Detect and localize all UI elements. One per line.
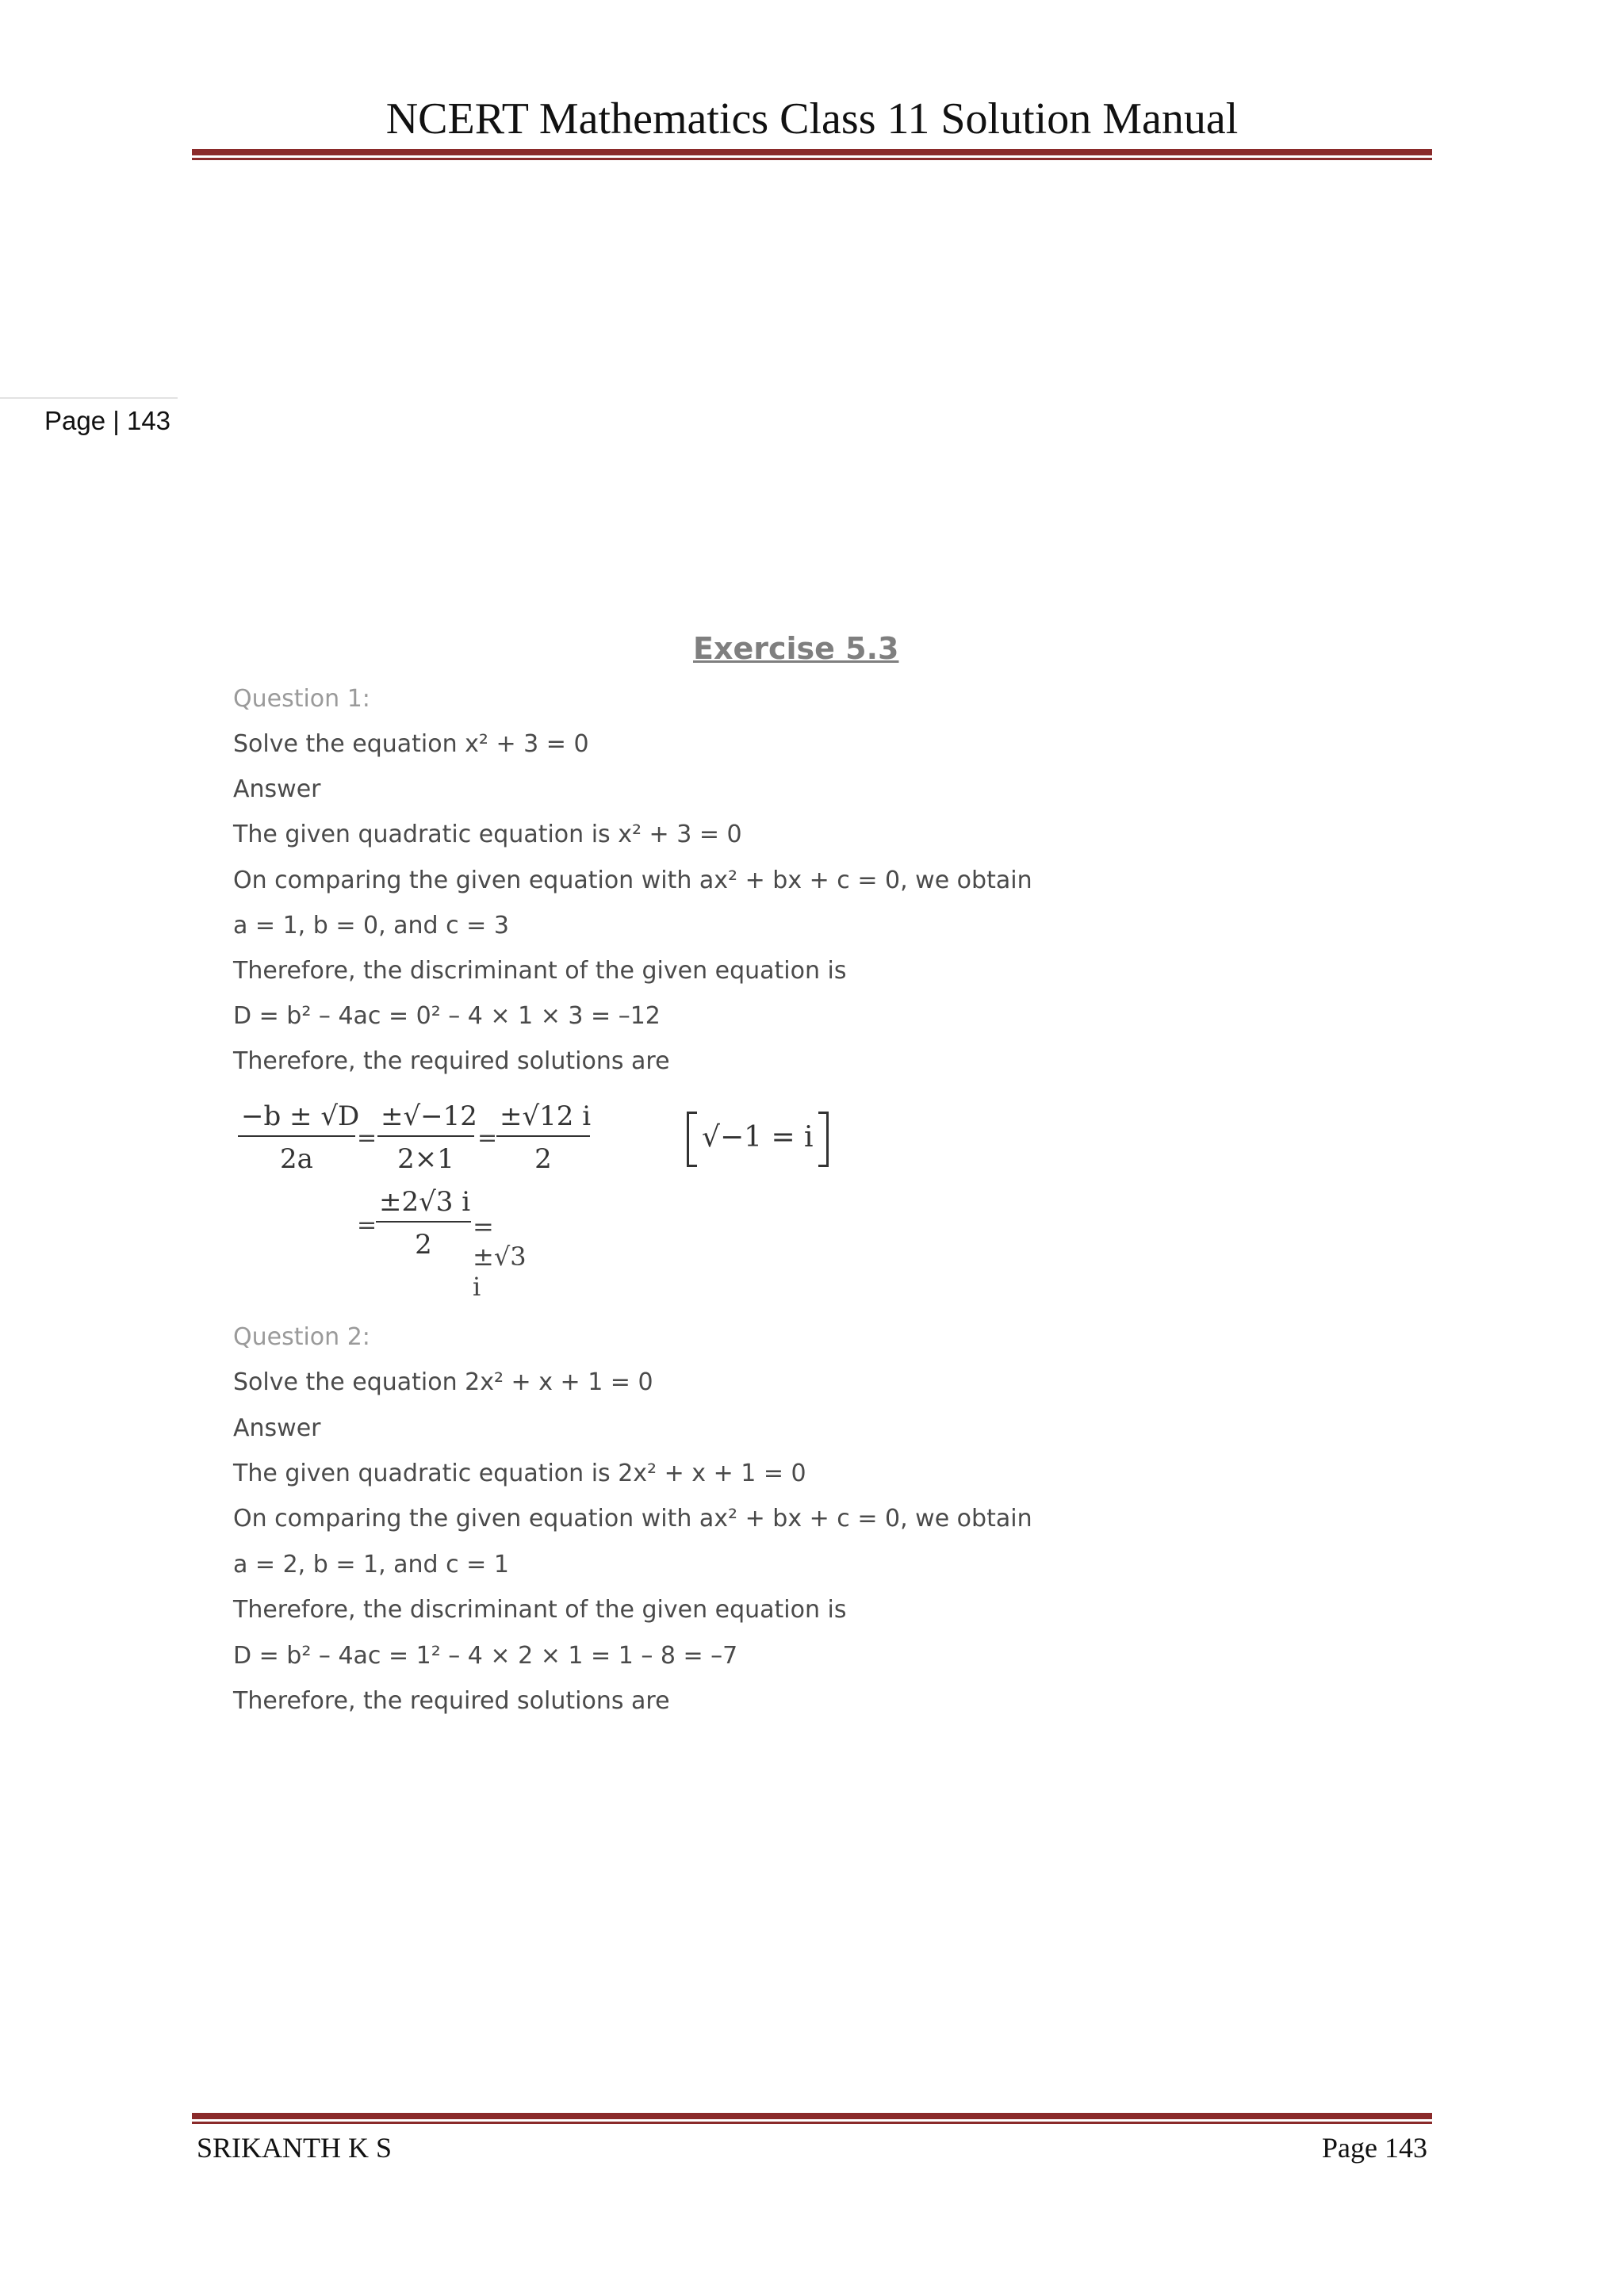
q1-fraction-2	[377, 1100, 477, 1175]
header-rule-thin	[192, 158, 1432, 160]
q2-coefficients: a = 2, b = 1, and c = 1	[233, 1551, 509, 1578]
q2-comparing: On comparing the given equation with ax² + bx + c = 0, we obtain	[233, 1505, 1032, 1533]
q1-fraction-4-numerator: ±2√3 i	[376, 1186, 471, 1223]
q1-fraction-4	[376, 1186, 471, 1261]
q1-identity-bracket	[687, 1112, 829, 1167]
q1-fraction-1-numerator: −b ± √D	[238, 1100, 355, 1137]
q1-fraction-3-denominator: 2	[534, 1143, 552, 1175]
q1-statement-prefix: Solve the equation	[233, 730, 465, 758]
q1-fraction-1-denominator: 2a	[280, 1143, 313, 1175]
q1-identity: √−1 = i	[702, 1121, 814, 1154]
q2-discriminant: D = b² – 4ac = 1² – 4 × 2 × 1 = 1 – 8 = –7	[233, 1642, 738, 1670]
q1-answer-label: Answer	[233, 775, 321, 803]
q2-given: The given quadratic equation is 2x² + x + 1 = 0	[233, 1460, 806, 1487]
q1-fraction-3-numerator: ±√12 i	[496, 1100, 590, 1137]
q1-therefore-solutions: Therefore, the required solutions are	[233, 1047, 670, 1075]
q1-coefficients: a = 1, b = 0, and c = 3	[233, 912, 509, 939]
q1-equals-1: =	[357, 1124, 377, 1152]
q2-therefore-discriminant: Therefore, the discriminant of the given equation is	[233, 1596, 847, 1624]
q1-statement	[233, 730, 589, 758]
q1-fraction-3	[496, 1100, 590, 1175]
q1-statement-math: x² + 3 = 0	[465, 730, 589, 758]
footer-rule-thick	[192, 2113, 1432, 2119]
document-title: NCERT Mathematics Class 11 Solution Manual	[385, 94, 1239, 144]
header-rule-thick	[192, 149, 1432, 155]
q2-heading: Question 2:	[233, 1323, 370, 1351]
footer-rule-thin	[192, 2122, 1432, 2124]
q2-answer-label: Answer	[233, 1414, 321, 1442]
q1-heading: Question 1:	[233, 685, 370, 713]
q1-fraction-4-denominator: 2	[415, 1229, 432, 1261]
footer-author: SRIKANTH K S	[197, 2132, 393, 2164]
q2-statement: Solve the equation 2x² + x + 1 = 0	[233, 1368, 653, 1396]
footer-page-number: Page 143	[1322, 2132, 1427, 2164]
margin-rule	[0, 397, 178, 399]
exercise-title: Exercise 5.3	[693, 631, 899, 666]
margin-page-label: Page | 143	[44, 406, 171, 435]
q1-fraction-1	[238, 1100, 360, 1175]
q1-fraction-2-numerator: ±√−12	[377, 1100, 474, 1137]
q1-comparing: On comparing the given equation with ax² + bx + c = 0, we obtain	[233, 867, 1032, 894]
q1-equals-3: =	[357, 1211, 377, 1239]
q1-final-solution: = ±√3 i	[473, 1211, 527, 1302]
q1-therefore-discriminant: Therefore, the discriminant of the given equation is	[233, 957, 847, 985]
q1-discriminant: D = b² – 4ac = 0² – 4 × 1 × 3 = –12	[233, 1002, 661, 1030]
q1-given: The given quadratic equation is x² + 3 = 0	[233, 821, 742, 848]
q1-equals-2: =	[477, 1124, 498, 1152]
q2-therefore-solutions: Therefore, the required solutions are	[233, 1687, 670, 1715]
q1-fraction-2-denominator: 2×1	[397, 1143, 454, 1175]
